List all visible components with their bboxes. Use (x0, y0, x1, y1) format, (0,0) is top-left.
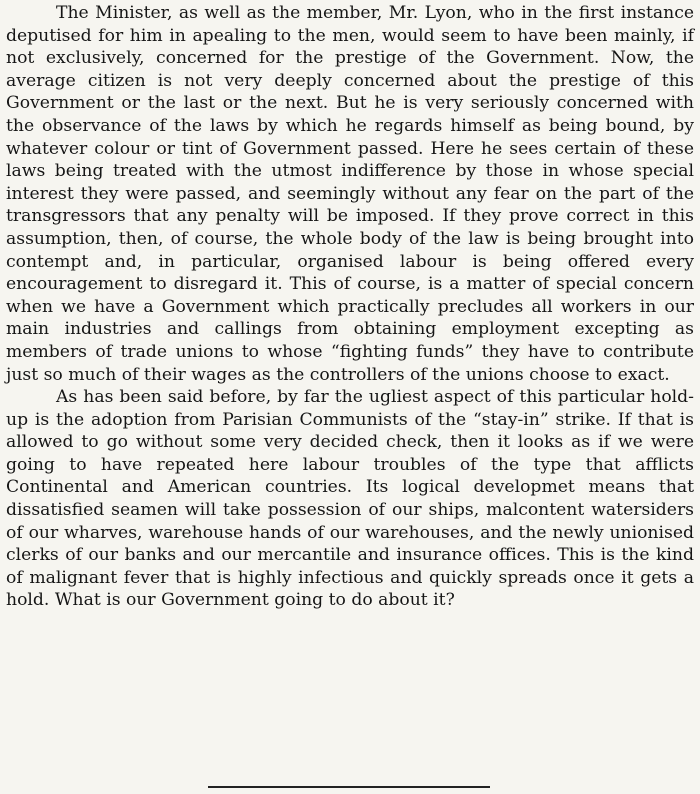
article-column (6, 2, 694, 612)
article-paragraph-1: The Minister, as well as the member, Mr. Lyon, who in the first instance deputised for him in apealing to the men, would seem to have been mainly, if not exclusively, concerned for the prestige of the Government. Now, the average citizen is not very deeply concerned about the prestige of this Government or the last or the next. But he is very seriously concerned with the observance of the laws by which he regards himself as being bound, by whatever colour or tint of Government passed. Here he sees certain of these laws being treated with the utmost indifference by those in whose special interest they were passed, and seemingly without any fear on the part of the transgressors that any penalty will be imposed. If they prove correct in this assumption, then, of course, the whole body of the law is being brought into contempt and, in particular, organised labour is being offered every encouragement to disregard it. This of course, is a matter of special concern when we have a Government which practically precludes all workers in our main industries and callings from obtaining employment excepting as members of trade unions to whose “fighting funds” they have to contribute just so much of their wages as the controllers of the unions choose to exact. (6, 3, 694, 385)
article-paragraph-2: As has been said before, by far the ugliest aspect of this particular hold-up is the adoption from Parisian Communists of the “stay-in” strike. If that is allowed to go without some very decided check, then it looks as if we were going to have repeated here labour troubles of the type that afflicts Continental and American countries. Its logical developmet means that dissatisfied seamen will take possession of our ships, malcontent watersiders of our wharves, warehouse hands of our warehouses, and the newly unionised clerks of our banks and our mercantile and insurance offices. This is the kind of malignant fever that is highly infectious and quickly spreads once it gets a hold. What is our Government going to do about it? (6, 387, 694, 611)
section-divider (208, 786, 490, 788)
